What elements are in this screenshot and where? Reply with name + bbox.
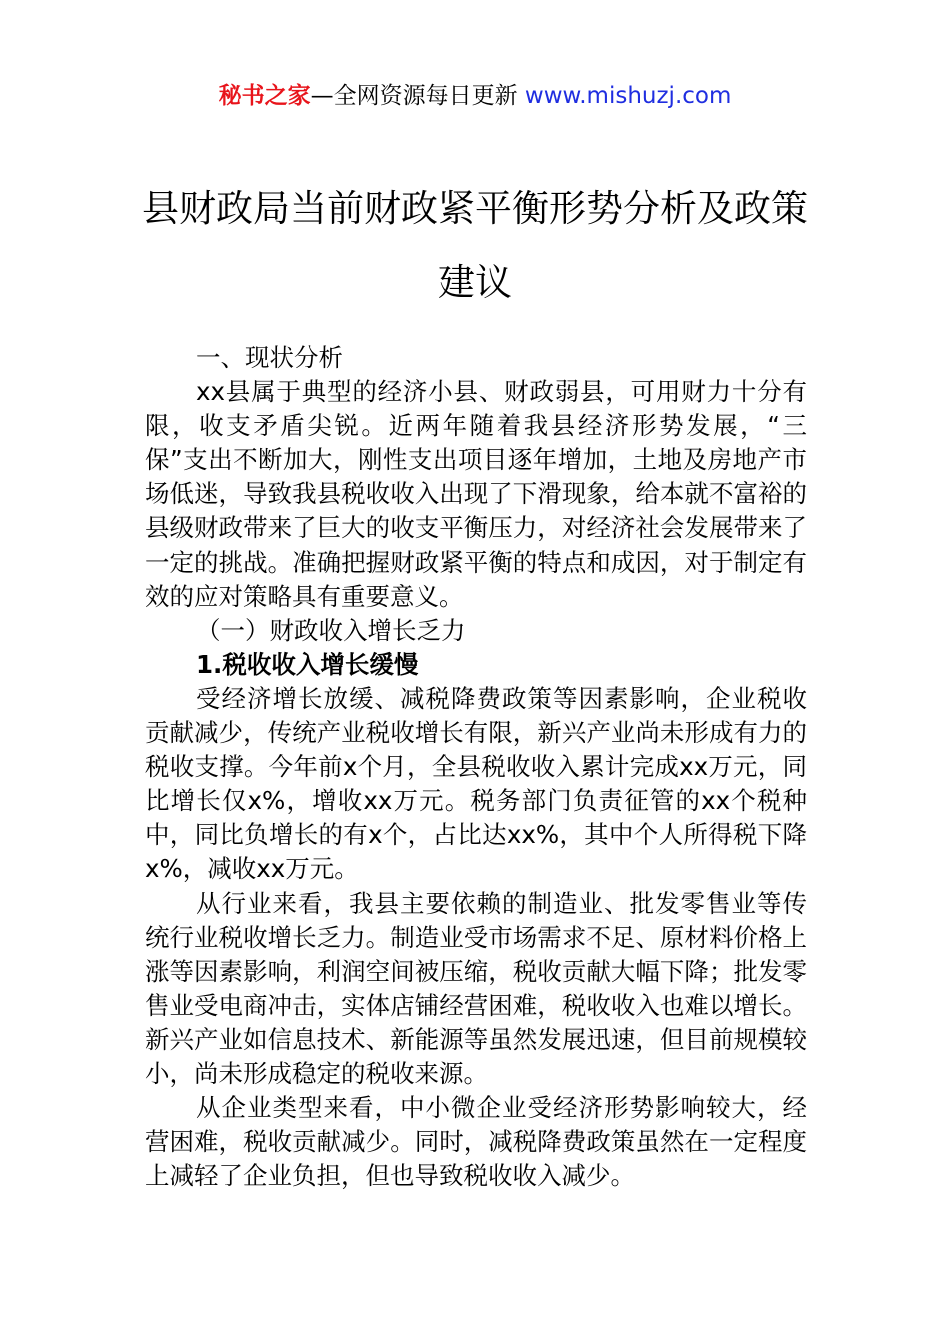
site-brand: 秘书之家 — [218, 83, 311, 109]
site-url[interactable]: www.mishuzj.com — [524, 83, 732, 109]
enterprise-paragraph: 从企业类型来看，中小微企业受经济形势影响较大，经营困难，税收贡献减少。同时，减税降费政策虽然在一定程度上减轻了企业负担，但也导致税收收入减少。 — [145, 1093, 807, 1191]
site-tagline: —全网资源每日更新 — [310, 83, 518, 109]
site-header — [0, 80, 950, 112]
tax-paragraph: 受经济增长放缓、减税降费政策等因素影响，企业税收贡献减少，传统产业税收增长有限，新兴产业尚未形成有力的税收支撑。今年前x个月，全县税收收入累计完成xx万元，同比增长仅x%，增收xx万元。税务部门负责征管的xx个税种中，同比负增长的有x个，占比达xx%，其中个人所得税下降x%，减收xx万元。 — [145, 683, 807, 884]
document-title: 县财政局当前财政紧平衡形势分析及政策建议 — [142, 187, 808, 304]
document-body — [145, 341, 807, 1193]
industry-paragraph: 从行业来看，我县主要依赖的制造业、批发零售业等传统行业税收增长乏力。制造业受市场需求不足、原材料价格上涨等因素影响，利润空间被压缩，税收贡献大幅下降；批发零售业受电商冲击，实体店铺经营困难，税收收入也难以增长。新兴产业如信息技术、新能源等虽然发展迅速，但目前规模较小，尚未形成稳定的税收来源。 — [145, 888, 807, 1088]
subsection-heading: （一）财政收入增长乏力 — [196, 615, 466, 645]
point-heading: 1.税收收入增长缓慢 — [196, 649, 419, 679]
intro-paragraph: xx县属于典型的经济小县、财政弱县，可用财力十分有限，收支矛盾尖锐。近两年随着我县经济形势发展，“三保”支出不断加大，刚性支出项目逐年增加，土地及房地产市场低迷，导致我县税收收入出现了下滑现象，给本就不富裕的县级财政带来了巨大的收支平衡压力，对经济社会发展带来了一定的挑战。准确把握财政紧平衡的特点和成因，对于制定有效的应对策略具有重要意义。 — [145, 377, 807, 611]
section-heading: 一、现状分析 — [196, 343, 343, 372]
